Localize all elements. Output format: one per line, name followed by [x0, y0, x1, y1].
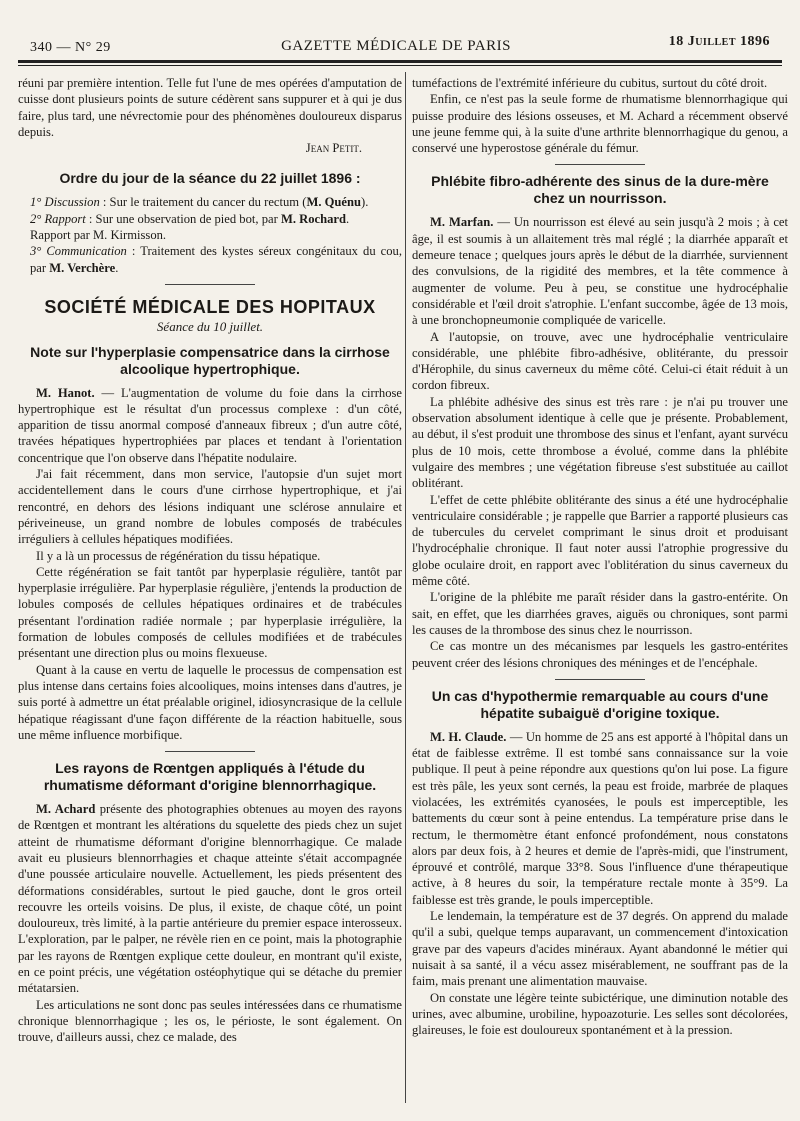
paragraph: A l'autopsie, on trouve, avec une hydrocéphalie ventriculaire considérable, une phlébite fibro-adhésive, oblitérante, du pressoir d'Hérophile, du sinus caverneux du même côté. Celui-ci était réduit à un cordon fibreux.: [412, 329, 788, 393]
article-title: Note sur l'hyperplasie compensatrice dans la cirrhose alcoolique hypertrophique.: [30, 343, 390, 377]
agenda-label: 2° Rapport: [30, 211, 86, 226]
article-title: Phlébite fibro-adhérente des sinus de la dure-mère chez un nourrisson.: [431, 173, 769, 207]
page-header: [22, 34, 770, 56]
right-column: [412, 75, 788, 1113]
agenda-item: [18, 194, 402, 210]
paragraph: Enfin, ce n'est pas la seule forme de rhumatisme blennorrhagique qui puisse produire des lésions osseuses, et M. Achard a récemment observé une jeune femme qui, à la suite d'une arthrite blennorrhagique du genou, a conservé une hyperostose générale du fémur.: [412, 92, 788, 156]
paragraph-text: — Un nourrisson est élevé au sein jusqu'à 2 mois ; à cet âge, il est soumis à un allaitement très mal réglé ; la diarrhée apparaît et demeure tenace ; quelques jours après le début de la diarrhée, surviennent des convulsions, de la rigidité des membres, et la tête commence à augmenter de volume. Peu à peu, se constitue une hydrocéphalie considérable et l'œil droit s'atrophie. L'enfant succombe, âgée de 13 mois, à une bronchopneumonie compliquée de varicelle.: [412, 215, 788, 328]
agenda-name: M. Rochard: [280, 211, 346, 226]
paragraph: [412, 729, 788, 908]
issue-date: 18 Juillet 1896: [668, 34, 770, 49]
speaker: M. Hanot.: [36, 385, 95, 400]
paragraph-text: — Un homme de 25 ans est apporté à l'hôpital dans un état de faiblesse extrême. Il est tombé sans connaissance sur la voie publique. Il peut à peine répondre aux questions qu'on lui pose. La figure est très pâle, les yeux sont cernés, la peau est froide, marbrée de plaques violacées, les extrémités cyanosées, le pouls est imperceptible, les battements du cœur sont à peine entendus. La température prise dans le rectum, le thermomètre étant enfoncé profondément, nous constatons alors par deux fois, à 2 heures et demie de l'après-midi, que l'instrument, éprouvé et contrôlé, marque 33°8. Sous l'influence d'une thérapeutique active, à 8 heures du soir, la température rectale monte à 35°9. La faiblesse est très grande, le pouls imperceptible.: [412, 729, 788, 907]
agenda-item: [18, 243, 402, 276]
agenda-end: .: [115, 260, 119, 275]
paragraph: réuni par première intention. Telle fut l'une de mes opérées d'amputation de cuisse dont plusieurs points de suture cédèrent sans suppurer et à qui je dus faire, plus tard, une névrectomie pour des phénomènes douloureux disparus depuis.: [18, 76, 402, 139]
journal-title: GAZETTE MÉDICALE DE PARIS: [281, 38, 511, 54]
paragraph: [18, 385, 402, 466]
speaker: M. Achard: [36, 802, 96, 817]
society-title: SOCIÉTÉ MÉDICALE DES HOPITAUX: [44, 296, 376, 317]
paragraph: L'effet de cette phlébite oblitérante des sinus a été une hydrocéphalie ventriculaire considérable ; je rappelle que Barrier a rapporté plusieurs cas de tubercules du cervelet comprimant le sinus droit et produisant l'hydrocéphalie chronique. Il faut noter aussi l'atrophie progressive du globe oculaire droit, en rapport avec l'oblitération du sinus caverneux du même côté.: [412, 492, 788, 589]
agenda-text: : Traitement des kystes séreux congénitaux du cou, par: [30, 244, 402, 275]
header-rule: [18, 60, 782, 66]
section-rule: [165, 284, 255, 285]
left-column: [18, 75, 402, 1113]
agenda-item: [18, 211, 402, 227]
agenda-title: Ordre du jour de la séance du 22 juillet 1896 :: [59, 170, 361, 187]
speaker: M. H. Claude.: [430, 729, 507, 744]
paragraph: Quant à la cause en vertu de laquelle le processus de compensation est plus intense dans certains foies alcooliques, moins intenses dans d'autres, je suis porté à admettre un état préalable originel, idiosyncrasique de la cellule hépatique réagissant d'une façon différente de la réaction habituelle, sous une même influence morbifique.: [18, 662, 402, 742]
paragraph: [412, 214, 788, 328]
paragraph: Ce cas montre un des mécanismes par lesquels les gastro-entérites peuvent créer des lésions chroniques des méninges et de l'encéphale.: [412, 639, 788, 670]
paragraph: L'origine de la phlébite me paraît résider dans la gastro-entérite. On sait, en effet, que les diarrhées graves, aiguës ou chroniques, sont parmi les causes de la thrombose des sinus chez le nourrisson.: [412, 590, 788, 637]
paragraph: tuméfactions de l'extrémité inférieure du cubitus, surtout du côté droit.: [412, 76, 768, 90]
paragraph: On constate une légère teinte subictérique, une diminution notable des urines, avec albumine, urobiline, hypoazoturie. Les selles sont décolorées, glaireuses, le foie est douloureux spontanément et à la pression.: [412, 990, 788, 1038]
article-title: Les rayons de Rœntgen appliqués à l'étude du rhumatisme déformant d'origine blennorrhagique.: [43, 760, 377, 794]
section-rule: [165, 751, 255, 752]
agenda-end: ).: [361, 195, 369, 210]
speaker: M. Marfan.: [430, 215, 494, 230]
paragraph: Il y a là un processus de régénération du tissu hépatique.: [36, 548, 321, 563]
section-rule: [555, 679, 645, 680]
page-number: 340 — N° 29: [30, 40, 111, 55]
column-divider: [405, 72, 406, 1103]
article-title: Un cas d'hypothermie remarquable au cours d'une hépatite subaiguë d'origine toxique.: [431, 687, 769, 721]
agenda-text: : Sur le traitement du cancer du rectum (: [99, 195, 307, 210]
signature: Jean Petit.: [305, 141, 362, 156]
agenda-subitem: Rapport par M. Kirmisson.: [30, 228, 167, 243]
section-rule: [555, 164, 645, 165]
session-date: Séance du 10 juillet.: [156, 319, 264, 335]
paragraph-text: — L'augmentation de volume du foie dans la cirrhose hypertrophique est le résultat d'un processus complexe : d'un côté, apparition de tissu anormal composé d'anneaux fibreux ; d'un autre côté, travées hépatiques hypertrophiées par places et tendant à l'orientation concentrique que l'on observe dans l'hépatite nodulaire.: [18, 385, 402, 465]
agenda: [18, 194, 402, 275]
agenda-name: M. Quénu: [306, 195, 362, 210]
paragraph: Les articulations ne sont donc pas seules intéressées dans ce rhumatisme chronique blennorrhagique ; les os, le périoste, le sont également. On trouve, d'ailleurs aussi, chez ce malade, des: [18, 997, 402, 1045]
paragraph: [18, 801, 402, 997]
agenda-label: 3° Communication: [30, 244, 127, 259]
paragraph: Le lendemain, la température est de 37 degrés. On apprend du malade qu'il a subi, quelque temps auparavant, un commencement d'intoxication grave par des vapeurs d'acides minéraux. Ayant abandonné le métier qui nuisait à sa santé, il a vécu assez misérablement, ne souffrant pas de la faim, mais prenant une alimentation mauvaise.: [412, 909, 788, 989]
paragraph: Cette régénération se fait tantôt par hyperplasie régulière, tantôt par hyperplasie irrégulière. Par hyperplasie régulière, j'entends la production de lobules composés de cellules hépatiques ordinaires et de trabécules présentant l'ordination radiée normale ; par hyperplasie irrégulière, la formation de lobules composés de cellules modifiées et de trabécules présentant une direction plus ou moins flexueuse.: [18, 564, 402, 661]
agenda-name: M. Verchère: [49, 260, 116, 275]
agenda-text: : Sur une observation de pied bot, par: [85, 211, 281, 226]
paragraph-text: présente des photographies obtenues au moyen des rayons de Rœntgen et montrant les altérations du squelette des pieds chez un sujet atteint de rhumatisme déformant d'origine blennorrhagique. Ce malade avait eu plusieurs blennorrhagies et chaque atteinte s'était accompagnée d'une poussée articulaire nouvelle. Actuellement, les pieds présentent des déformations considérables, surtout le pied gauche, dont le gros orteil recouvre les orteils voisins. De plus, il existe, de chaque côté, un point douloureux, très limité, à la partie antérieure du premier espace interosseux. L'exploration, par le palper, ne révèle rien en ce point, mais la photographie par les rayons de Rœntgen explique cette douleur, en montrant qu'il existe, en ce point précis, une végétation ostéophytique qui se détache du premier métatarsien.: [18, 802, 402, 996]
agenda-label: 1° Discussion: [30, 195, 100, 210]
agenda-end: .: [346, 211, 350, 226]
paragraph: J'ai fait récemment, dans mon service, l'autopsie d'un sujet mort accidentellement dans le cours d'une cirrhose hypertrophique, et j'ai rencontré, en dehors des lésions indiquant une sclérose annulaire et périveineuse, un grand nombre de lobules composés de trabécules irréguliers à cellules hépatiques modifiées.: [18, 467, 402, 547]
paragraph: La phlébite adhésive des sinus est très rare : je n'ai pu trouver une observation absolument identique à celle que je présente. Probablement, au début, il s'est produit une thrombose des sinus et l'enfant, ayant survécu plus de 10 mois, cette thrombose a évolué, comme dans la phlébite vulgaire des membres ; une végétation fibreuse s'est substituée au caillot oblitérant.: [412, 394, 788, 491]
